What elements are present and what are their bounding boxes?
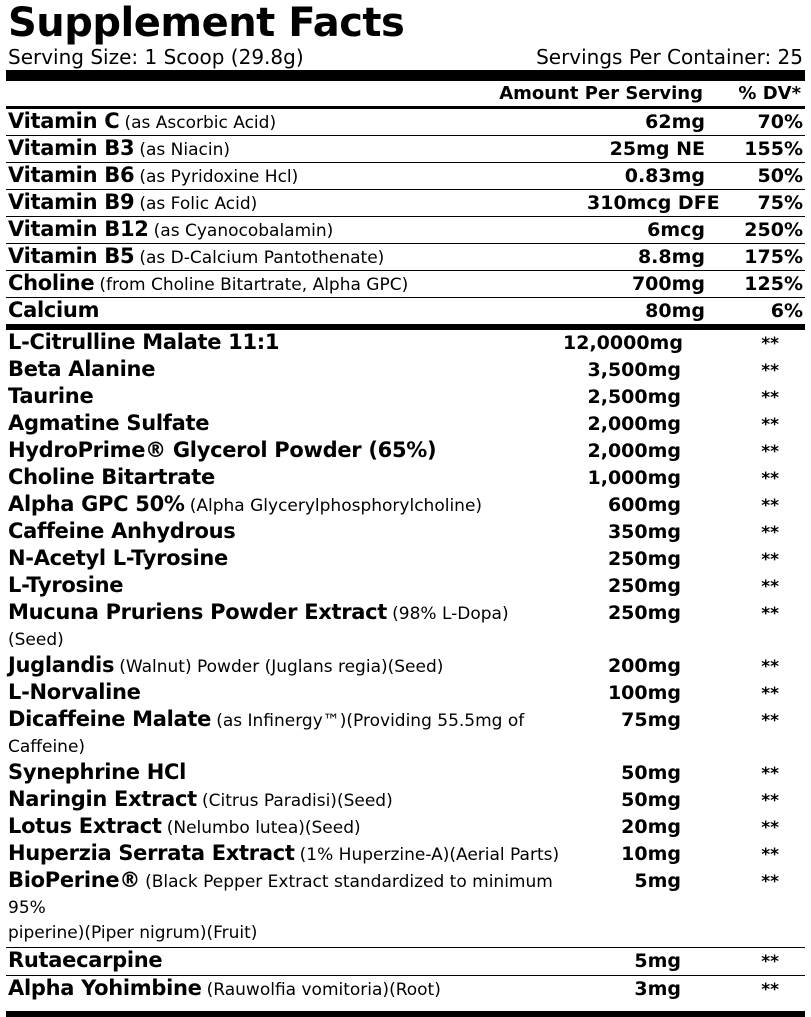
table-row: [6, 438, 805, 465]
ingredient-source: (1% Huperzine-A)(Aerial Parts): [299, 845, 560, 865]
ingredient-name-cell: [6, 465, 563, 492]
ingredient-name-cell: [6, 948, 563, 976]
ingredient-dv: **: [761, 684, 779, 704]
ingredient-dv: **: [761, 845, 779, 865]
ingredient-name: Beta Alanine: [8, 357, 156, 381]
ingredient-amount: 75mg: [621, 709, 681, 731]
ingredient-name-cell: [6, 492, 563, 519]
ingredient-source-continued: piperine)(Piper nigrum)(Fruit): [6, 921, 805, 948]
ingredient-name: L-Citrulline Malate 11:1: [8, 330, 280, 354]
table-row: [6, 109, 805, 136]
ingredient-amount: 12,0000mg: [563, 332, 683, 354]
ingredient-amount: 600mg: [607, 494, 681, 516]
ingredient-source: (Black Pepper Extract standardized to minimum 95%: [8, 872, 553, 918]
ingredient-amount: 250mg: [607, 602, 681, 624]
table-row: [6, 519, 805, 546]
ingredient-name: HydroPrime® Glycerol Powder (65%): [8, 438, 437, 462]
ingredient-amount: 350mg: [607, 521, 681, 543]
nutrient-name: Vitamin B9: [8, 190, 135, 214]
ingredient-amount: 250mg: [607, 548, 681, 570]
ingredient-dv: **: [761, 469, 779, 489]
serving-size-text: Serving Size: 1 Scoop (29.8g): [8, 45, 304, 69]
nutrient-name-cell: [6, 244, 587, 271]
vitamins-table-body: [6, 109, 805, 324]
ingredient-source: (as Infinergy™)(Providing 55.5mg of Caffeine): [8, 711, 525, 757]
ingredient-name: Agmatine Sulfate: [8, 411, 210, 435]
table-row: [6, 653, 805, 680]
table-row: [6, 271, 805, 298]
nutrient-source: (as Ascorbic Acid): [124, 113, 277, 133]
ingredient-name: Dicaffeine Malate: [8, 707, 212, 731]
ingredient-name: Huperzia Serrata Extract: [8, 841, 295, 865]
table-row: [6, 217, 805, 244]
ingredient-dv: **: [761, 550, 779, 570]
vitamins-table: [6, 109, 805, 324]
table-row: [6, 330, 805, 357]
nutrient-dv: 125%: [711, 271, 805, 298]
nutrient-name-cell: [6, 217, 587, 244]
table-row: [6, 411, 805, 438]
table-row: [6, 492, 805, 519]
ingredient-name: Naringin Extract: [8, 787, 197, 811]
table-row: [6, 190, 805, 217]
ingredient-name-cell: [6, 411, 563, 438]
table-row: [6, 976, 805, 1004]
ingredient-name: Mucuna Pruriens Powder Extract: [8, 600, 388, 624]
ingredient-amount: 50mg: [621, 762, 681, 784]
ingredient-name: N-Acetyl L-Tyrosine: [8, 546, 228, 570]
table-row: [6, 841, 805, 868]
table-row: [6, 760, 805, 787]
ingredient-dv: **: [761, 872, 779, 892]
ingredient-dv: **: [761, 657, 779, 677]
ingredient-dv: **: [761, 791, 779, 811]
ingredients-table: [6, 330, 805, 1003]
ingredient-name-cell: [6, 330, 563, 357]
serving-info-row: [6, 44, 805, 69]
nutrient-dv: 155%: [711, 136, 805, 163]
nutrient-amount: 6mcg: [587, 217, 711, 244]
ingredient-dv: **: [761, 711, 779, 731]
ingredient-source: (Citrus Paradisi)(Seed): [201, 791, 393, 811]
nutrient-amount: 700mg: [587, 271, 711, 298]
table-row: [6, 787, 805, 814]
ingredient-dv: **: [761, 604, 779, 624]
nutrient-name-cell: [6, 136, 587, 163]
ingredient-name-cell: [6, 546, 563, 573]
column-headers: [6, 81, 805, 106]
ingredient-source: (Nelumbo lutea)(Seed): [166, 818, 361, 838]
nutrient-name: Calcium: [8, 298, 100, 322]
nutrient-source: (from Choline Bitartrate, Alpha GPC): [99, 275, 409, 295]
ingredient-source: (Rauwolfia vomitoria)(Root): [206, 980, 441, 1000]
nutrient-name: Vitamin B3: [8, 136, 135, 160]
ingredient-name: Synephrine HCl: [8, 760, 187, 784]
ingredient-name-cell: [6, 357, 563, 384]
nutrient-dv: 70%: [711, 109, 805, 136]
ingredient-name-cell: [6, 438, 563, 465]
nutrient-dv: 50%: [711, 163, 805, 190]
nutrient-name-cell: [6, 298, 587, 325]
nutrient-source: (as Cyanocobalamin): [153, 221, 334, 241]
nutrient-amount: 25mg NE: [587, 136, 711, 163]
ingredient-amount: 10mg: [621, 843, 681, 865]
nutrient-name: Choline: [8, 271, 95, 295]
ingredient-dv: **: [761, 442, 779, 462]
ingredient-dv: **: [761, 818, 779, 838]
table-row: [6, 600, 805, 653]
nutrient-amount: 62mg: [587, 109, 711, 136]
ingredient-name: Caffeine Anhydrous: [8, 519, 236, 543]
ingredient-amount: 2,000mg: [587, 413, 681, 435]
ingredient-dv: **: [761, 577, 779, 597]
ingredient-dv: **: [687, 948, 805, 976]
table-row: [6, 136, 805, 163]
ingredient-name-cell: [6, 653, 563, 680]
ingredient-name: L-Norvaline: [8, 680, 141, 704]
ingredient-name-cell: [6, 976, 563, 1004]
ingredient-amount: 2,000mg: [587, 440, 681, 462]
nutrient-name: Vitamin B12: [8, 217, 149, 241]
ingredient-amount: 5mg: [563, 948, 687, 976]
table-row: [6, 680, 805, 707]
table-row: [6, 298, 805, 325]
nutrient-amount: 80mg: [645, 300, 705, 322]
servings-per-container-text: Servings Per Container: 25: [536, 45, 803, 69]
ingredient-dv: **: [761, 334, 779, 354]
ingredient-dv: **: [761, 764, 779, 784]
divider-bottom: [6, 1011, 805, 1017]
ingredient-dv: **: [761, 980, 779, 1000]
ingredient-dv: **: [761, 523, 779, 543]
divider-thick-top: [6, 70, 805, 81]
ingredient-dv: **: [761, 361, 779, 381]
page-title: Supplement Facts: [8, 0, 405, 46]
nutrient-source: (as Pyridoxine Hcl): [139, 167, 299, 187]
ingredient-name-cell: [6, 868, 563, 921]
header-amount-per-serving: Amount Per Serving: [499, 83, 703, 104]
ingredient-name-cell: [6, 814, 563, 841]
header-percent-dv: % DV*: [738, 83, 801, 104]
nutrient-name: Vitamin B5: [8, 244, 135, 268]
ingredient-dv: **: [761, 496, 779, 516]
table-row: [6, 465, 805, 492]
table-row: [6, 384, 805, 411]
ingredient-source: (Walnut) Powder (Juglans regia)(Seed): [119, 657, 444, 677]
ingredient-name: Taurine: [8, 384, 94, 408]
table-row-bioperine-continued: [6, 921, 805, 948]
nutrient-source: (as D-Calcium Pantothenate): [139, 248, 385, 268]
ingredient-amount: 50mg: [621, 789, 681, 811]
ingredients-table-body: [6, 330, 805, 1003]
nutrient-amount: 8.8mg: [587, 244, 711, 271]
footer-spacer: [6, 1003, 805, 1011]
nutrient-source: (as Niacin): [139, 140, 231, 160]
ingredient-amount: 250mg: [607, 575, 681, 597]
nutrient-name-cell: [6, 163, 587, 190]
ingredient-amount: 1,000mg: [587, 467, 681, 489]
nutrient-name-cell: [6, 190, 587, 217]
ingredient-dv: **: [761, 415, 779, 435]
ingredient-name-cell: [6, 841, 563, 868]
ingredient-amount: 5mg: [634, 870, 681, 892]
ingredient-name-cell: [6, 760, 563, 787]
nutrient-name: Vitamin B6: [8, 163, 135, 187]
table-row: [6, 573, 805, 600]
ingredient-amount: 200mg: [607, 655, 681, 677]
ingredient-name-cell: [6, 707, 563, 760]
ingredient-name-cell: [6, 680, 563, 707]
ingredient-name-cell: [6, 787, 563, 814]
nutrient-name-cell: [6, 109, 587, 136]
ingredient-name: BioPerine®: [8, 868, 141, 892]
nutrient-amount: 0.83mg: [587, 163, 711, 190]
table-row: [6, 546, 805, 573]
nutrient-dv: 250%: [711, 217, 805, 244]
ingredient-name: Lotus Extract: [8, 814, 162, 838]
ingredient-source: (Alpha Glycerylphosphorylcholine): [189, 496, 483, 516]
ingredient-name: Juglandis: [8, 653, 115, 677]
ingredient-name-cell: [6, 573, 563, 600]
table-row: [6, 814, 805, 841]
ingredient-name: L-Tyrosine: [8, 573, 124, 597]
ingredient-name: Alpha Yohimbine: [8, 976, 202, 1000]
table-row: [6, 948, 805, 976]
ingredient-name-cell: [6, 600, 563, 653]
ingredient-name: Choline Bitartrate: [8, 465, 215, 489]
ingredient-dv: **: [761, 388, 779, 408]
table-row: [6, 357, 805, 384]
nutrient-name-cell: [6, 271, 587, 298]
ingredient-amount: 100mg: [607, 682, 681, 704]
table-row: [6, 244, 805, 271]
nutrient-dv: 75%: [711, 190, 805, 217]
ingredient-amount: 3mg: [634, 978, 681, 1000]
ingredient-name-cell: [6, 384, 563, 411]
ingredient-amount: 20mg: [621, 816, 681, 838]
nutrient-dv: 175%: [711, 244, 805, 271]
ingredient-source: (98% L-Dopa)(Seed): [8, 604, 509, 650]
ingredient-amount: 3,500mg: [587, 359, 681, 381]
nutrient-dv: 6%: [770, 300, 803, 322]
ingredient-amount: 2,500mg: [587, 386, 681, 408]
nutrient-source: (as Folic Acid): [139, 194, 258, 214]
nutrient-amount: 310mcg DFE: [587, 190, 711, 217]
ingredient-name-cell: [6, 519, 563, 546]
table-row-bioperine: [6, 868, 805, 921]
table-row: [6, 163, 805, 190]
nutrient-name: Vitamin C: [8, 109, 120, 133]
ingredient-name: Rutaecarpine: [8, 948, 163, 972]
ingredient-name: Alpha GPC 50%: [8, 492, 185, 516]
table-row: [6, 707, 805, 760]
